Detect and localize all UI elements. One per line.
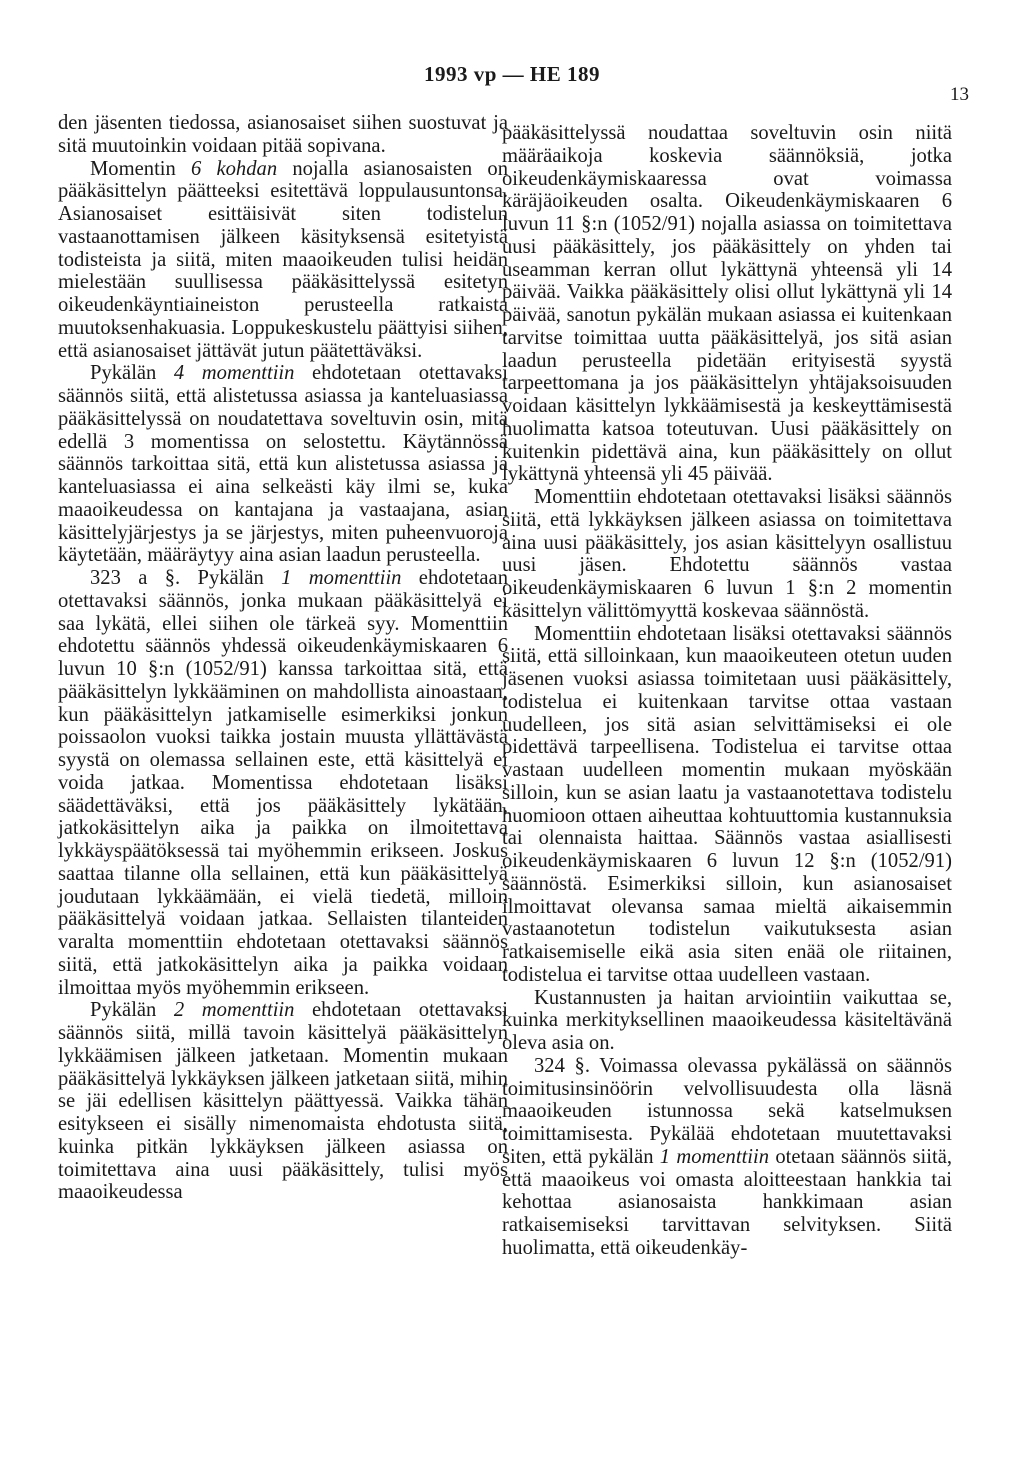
paragraph: pääkäsittelyssä noudattaa soveltuvin osin niitä määräaikoja koskevia säännöksiä, jotka oikeudenkäymiskaaressa ovat voimassa käräjäoikeuden osalta. Oikeudenkäymiskaaren 6 luvun 11 §:n (1052/91) nojalla asiassa on toimitettava uusi pääkäsittely, jos pääkäsittely on yhden tai useamman kerran ollut lykättynä yhteensä yli 14 päivää. Vaikka pääkäsittely olisi ollut lykättynä yli 14 päivää, sanotun pykälän mukaan asiassa ei kuitenkaan tarvitse toimittaa uutta pääkäsittelyä, jos sitä asian laadun perusteella pidetään erityisestä syystä tarpeettomana ja jos pääkäsittelyn yhtäjaksoisuuden voidaan käsittelyn lykkäämisestä ja keskeyttämisestä huolimatta katsoa toteutuvan. Uusi pääkäsittely on kuitenkin pidettävä aina, kun pääkäsittely on ollut lykättynä yhteensä yli 45 päivää. (502, 122, 952, 486)
paragraph: Pykälän 2 momenttiin ehdotetaan otettavaksi säännös siitä, millä tavoin käsittelyä pääkäsittelyn lykkäämisen jälkeen jatketaan. Momentin mukaan pääkäsittelyä lykkäyksen jälkeen jatketaan siitä, mihin se jäi edellisen käsittelyn päättyessä. Vaikka tähän esitykseen ei sisälly nimenomaista ehdotusta siitä, kuinka pitkän lykkäyksen jälkeen asiassa on toimitettava aina uusi pääkäsittely, tulisi myös maaoikeudessa (58, 999, 508, 1204)
page-number: 13 (950, 84, 969, 105)
emphasis: 1 momenttiin (281, 567, 402, 589)
paragraph: Pykälän 4 momenttiin ehdotetaan otettavaksi säännös siitä, että alistetussa asiassa ja kanteluasiassa pääkäsittelyssä on noudatettava soveltuvin osin, mitä edellä 3 momentissa on selostettu. Käytännössä säännös tarkoittaa sitä, että kun alistetussa asiassa ja kanteluasiassa ei aina selkeästi käy ilmi se, kuka maaoikeudessa on kantajana ja vastaajana, asian käsittelyjärjestys ja se järjestys, miten puheenvuoroja käytetään, määräytyy aina asian laadun perusteella. (58, 362, 508, 567)
paragraph: Momenttiin ehdotetaan lisäksi otettavaksi säännös siitä, että silloinkaan, kun maaoikeuteen otetun uuden jäsenen vuoksi asiassa toimitetaan uusi pääkäsittely, todistelua ei kuitenkaan tarvitse ottaa vastaan uudelleen, jos sitä asian selvittämiseksi ei ole pidettävä tarpeellisena. Todistelua ei tarvitse ottaa vastaan uudelleen momentin mukaan myöskään silloin, kun se asian laatu ja vastaanotettava todistelu huomioon ottaen aiheuttaa kohtuuttomia kustannuksia tai olennaista haittaa. Säännös vastaa asiallisesti oikeudenkäymiskaaren 6 luvun 12 §:n (1052/91) säännöstä. Esimerkiksi silloin, kun asianosaiset ilmoittavat olevansa samaa mieltä aikaisemmin vastaanotetun todistelun vaikutuksesta asian ratkaisemiselle eikä asia siten enää ole riitainen, todistelua ei tarvitse ottaa uudelleen vastaan. (502, 622, 952, 986)
right-column (502, 122, 952, 1260)
paragraph: Kustannusten ja haitan arviointiin vaikuttaa se, kuinka merkityksellinen maaoikeudessa käsiteltävänä oleva asia on. (502, 986, 952, 1054)
paragraph: Momentin 6 kohdan nojalla asianosaisten on pääkäsittelyn päätteeksi esitettävä loppulausuntonsa. Asianosaiset esittäisivät siten todistelun vastaanottamisen jälkeen käsityksensä esitetyistä todisteista ja siitä, miten maaoikeuden tulisi heidän mielestään suullisessa pääkäsittelyssä esitetyn oikeudenkäyntiaineiston perusteella ratkaista muutoksenhakuasia. Loppukeskustelu päättyisi siihen, että asianosaiset jättävät jutun päätettäväksi. (58, 157, 508, 362)
paragraph: 323 a §. Pykälän 1 momenttiin ehdotetaan otettavaksi säännös, jonka mukaan pääkäsittelyä ei saa lykätä, ellei siihen ole tärkeä syy. Momenttiin ehdotettu säännös yhdessä oikeudenkäymiskaaren 6 luvun 10 §:n (1052/91) kanssa tarkoittaa sitä, että pääkäsittelyn lykkääminen on mahdollista ainoastaan, kun pääkäsittelyn jatkamiselle esimerkiksi jonkun poissaolon vuoksi taikka jostain muusta yllättävästä syystä on olemassa sellainen este, että käsittelyä ei voida jatkaa. Momentissa ehdotetaan lisäksi säädettäväksi, että jos pääkäsittely lykätään, jatkokäsittelyn aika ja paikka on ilmoitettava lykkäyspäätöksessä tai myöhemmin erikseen. Joskus saattaa tilanne olla sellainen, että kun pääkäsittelyä joudutaan lykkäämään, ei vielä tiedetä, milloin pääkäsittelyä voidaan jatkaa. Sellaisten tilanteiden varalta momenttiin ehdotetaan otettavaksi säännös siitä, että jatkokäsittelyn aika ja paikka voidaan ilmoittaa myös myöhemmin erikseen. (58, 567, 508, 999)
paragraph: den jäsenten tiedossa, asianosaiset siihen suostuvat ja sitä muutoinkin voidaan pitää sopivana. (58, 112, 508, 157)
page-header-title: 1993 vp — HE 189 (423, 62, 601, 86)
left-column (58, 112, 508, 1204)
emphasis: 6 kohdan (191, 157, 278, 180)
emphasis: 4 momenttiin (173, 362, 295, 385)
emphasis: 1 momenttiin (659, 1145, 770, 1168)
emphasis: 2 momenttiin (173, 999, 295, 1022)
paragraph: 324 §. Voimassa olevassa pykälässä on säännös toimitusinsinöörin velvollisuudesta olla läsnä maaoikeuden istunnossa sekä katselmuksen toimittamisesta. Pykälää ehdotetaan muutettavaksi siten, että pykälän 1 momenttiin otetaan säännös siitä, että maaoikeus voi omasta aloitteestaan hankkia tai kehottaa asianosaista hankkimaan asian ratkaisemiseksi tarvittavan selvityksen. Siitä huolimatta, että oikeudenkäy- (502, 1054, 953, 1259)
paragraph: Momenttiin ehdotetaan otettavaksi lisäksi säännös siitä, että lykkäyksen jälkeen asiassa on toimitettava aina uusi pääkäsittely, jos asian käsittelyyn osallistuu uusi jäsen. Ehdotettu säännös vastaa oikeudenkäymiskaaren 6 luvun 1 §:n 2 momentin käsittelyn välittömyyttä koskevaa säännöstä. (502, 486, 952, 622)
